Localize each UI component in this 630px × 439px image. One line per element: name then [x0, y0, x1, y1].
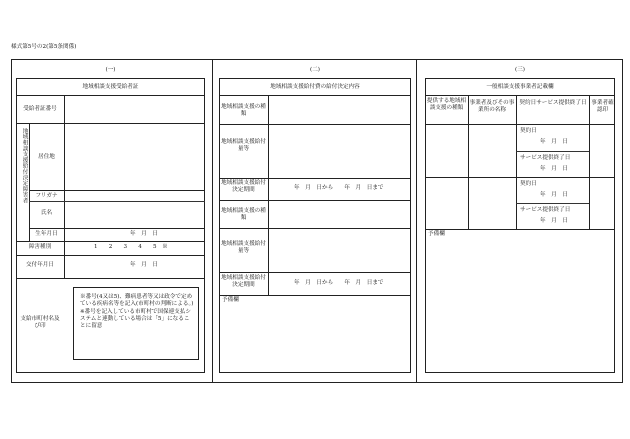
header-service-type: 提供する地域相談支援の種類 [426, 98, 467, 112]
recipient-number-label: 受給者証番号 [23, 106, 57, 112]
section3-box [425, 78, 615, 373]
contract-date-label-2: 契約日 [520, 181, 537, 187]
note-text: ※番号(4又は5)、難病患者等又は政令で定めている疾病名等を記入(市町村の判断による。) ※番号を記入している市町村で国保連支払システムと連動している場合は「5」になることに留意 [80, 294, 194, 330]
contract-date-label-1: 契約日 [520, 128, 537, 134]
panel-divider-1 [212, 59, 213, 383]
section3-remarks-label: 予備欄 [428, 231, 445, 237]
section2-remarks-label: 予備欄 [222, 297, 239, 303]
section2-title: 地域相談支援給付費の給付決定内容 [270, 84, 360, 90]
period-label-2: 地域相談支援給付決定期間 [221, 275, 266, 289]
amount-label-2: 地域相談支援給付量等 [221, 241, 266, 255]
end-date-label-1: サービス提供終了日 [520, 155, 571, 161]
header-seal: 事業者確認印 [591, 100, 614, 114]
header-contract: 契約日サービス提供終了日 [519, 100, 587, 106]
issue-date-label: 交付年月日 [26, 262, 54, 268]
service-type-label-1: 地域相談支援の種類 [221, 104, 266, 118]
issue-date-value: 年 月 日 [130, 262, 158, 268]
birthdate-label: 生年月日 [35, 231, 58, 237]
end-date-value-1: 年 月 日 [540, 166, 568, 172]
amount-label-1: 地域相談支援給付量等 [221, 139, 266, 153]
panel-divider-2 [416, 59, 417, 383]
contract-date-value-2: 年 月 日 [540, 192, 568, 198]
name-label: 氏名 [40, 210, 53, 216]
section3-title: 一般相談支援事業者記載欄 [486, 84, 554, 90]
disability-type-label: 障害種別 [28, 244, 52, 250]
recipient-vertical-label: 地域相談支援給付決定障害者 [21, 128, 28, 204]
period-value-2: 年 月 日から 年 月 日まで [294, 280, 384, 286]
section2-number: (二) [310, 67, 320, 73]
section3-number: (三) [515, 67, 525, 73]
section1-title: 地域相談支援受給者証 [82, 84, 139, 90]
section1-number: (一) [105, 67, 116, 73]
furigana-label: フリガナ [35, 193, 58, 199]
birthdate-value: 年 月 日 [130, 231, 158, 237]
municipality-label: 支給市町村名及び印 [20, 316, 60, 330]
section2-box [219, 78, 411, 373]
contract-date-value-1: 年 月 日 [540, 139, 568, 145]
end-date-value-2: 年 月 日 [540, 218, 568, 224]
disability-options: 1 2 3 4 5 ※ [94, 244, 168, 250]
period-label-1: 地域相談支援給付決定期間 [221, 180, 266, 194]
period-value-1: 年 月 日から 年 月 日まで [294, 185, 384, 191]
address-label: 居住地 [38, 154, 55, 160]
service-type-label-2: 地域相談支援の種類 [221, 208, 266, 222]
end-date-label-2: サービス提供終了日 [520, 207, 571, 213]
header-provider: 事業者及びその事業所の名称 [469, 100, 515, 114]
form-title: 様式第5号の2(第5条関係) [11, 44, 77, 50]
